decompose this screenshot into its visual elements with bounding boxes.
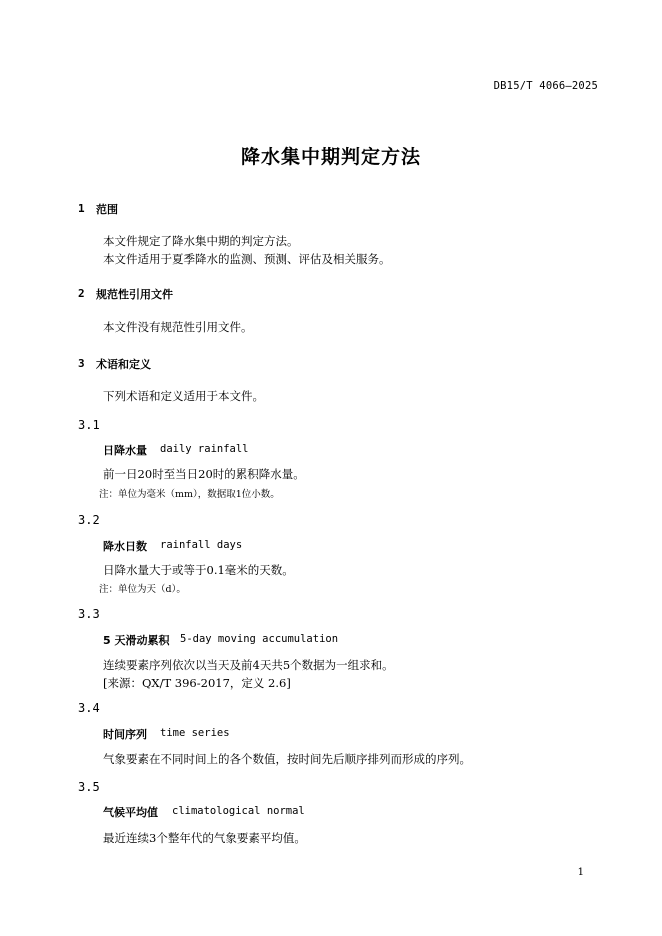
term-definition: 连续要素序列依次以当天及前4天共5个数据为一组求和。 (103, 658, 394, 672)
term-number: 3.3 (78, 607, 100, 621)
term-definition: 最近连续3个整年代的气象要素平均值。 (103, 831, 306, 845)
term-number: 3.4 (78, 701, 100, 715)
term-english: rainfall days (160, 539, 243, 551)
term-source: [来源：QX/T 396-2017，定义 2.6] (103, 676, 291, 690)
term-chinese: 日降水量 (103, 444, 147, 457)
term-chinese: 降水日数 (103, 540, 147, 553)
section-title: 规范性引用文件 (96, 288, 173, 301)
section-number: 3 (78, 357, 85, 370)
section-title: 范围 (96, 203, 118, 216)
document-title: 降水集中期判定方法 (240, 146, 421, 168)
term-note: 注：单位为毫米（mm），数据取1位小数。 (99, 489, 280, 500)
section-number: 2 (78, 287, 85, 300)
term-number: 3.1 (78, 418, 100, 432)
section-title: 术语和定义 (96, 358, 151, 371)
document-code: DB15/T 4066—2025 (493, 80, 598, 92)
term-chinese: 时间序列 (103, 728, 147, 741)
term-definition: 日降水量大于或等于0.1毫米的天数。 (103, 563, 294, 577)
paragraph: 本文件规定了降水集中期的判定方法。 (103, 234, 299, 248)
term-definition: 前一日20时至当日20时的累积降水量。 (103, 467, 305, 481)
page-number: 1 (577, 867, 584, 878)
section-number: 1 (78, 202, 85, 215)
term-definition: 气象要素在不同时间上的各个数值，按时间先后顺序排列而形成的序列。 (103, 752, 471, 766)
term-note: 注：单位为天（d）。 (99, 584, 186, 595)
term-number: 3.2 (78, 513, 100, 527)
term-number: 3.5 (78, 780, 100, 794)
term-chinese: 气候平均值 (103, 806, 158, 819)
term-chinese: 5 天滑动累积 (103, 634, 170, 647)
paragraph: 下列术语和定义适用于本文件。 (103, 389, 264, 403)
paragraph: 本文件适用于夏季降水的监测、预测、评估及相关服务。 (103, 252, 391, 266)
term-english: time series (160, 727, 230, 739)
term-english: daily rainfall (160, 443, 249, 455)
term-english: climatological normal (172, 805, 305, 817)
term-english: 5-day moving accumulation (180, 633, 339, 645)
paragraph: 本文件没有规范性引用文件。 (103, 320, 253, 334)
